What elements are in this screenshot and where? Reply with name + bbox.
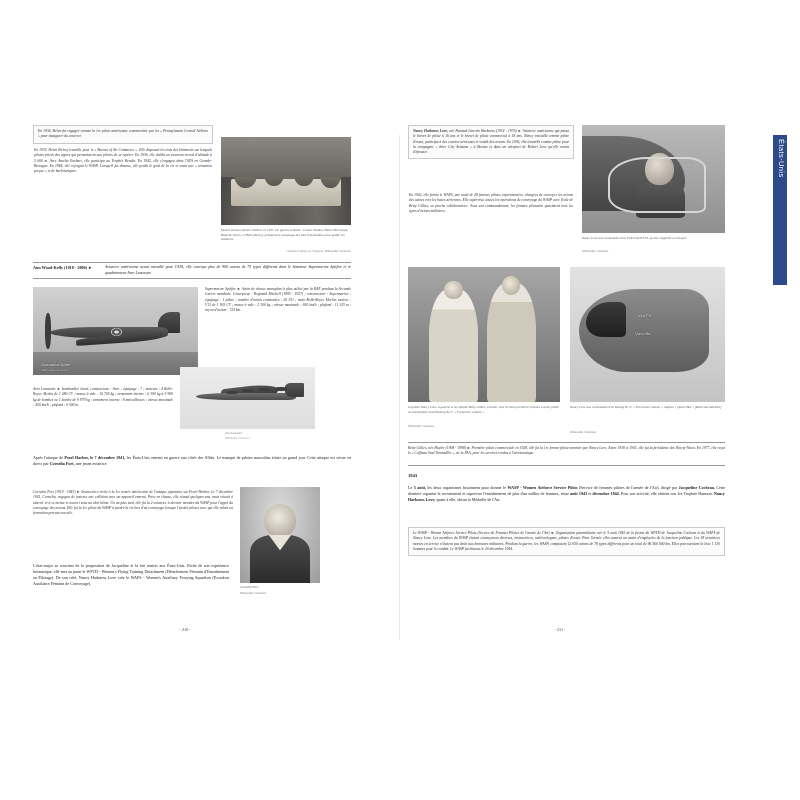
paragraph-pearl-harbor-pre: Après l'attaque de [33,455,65,460]
caption-love-and-gillies: La pilote Nancy Love, à gauche et la copilote Betty Gillies, à droite, sont les deux premières femmes à avoir piloté un bombardier lourd Boeing B-17, « Forteresse volante ». [408,405,559,414]
wasp-mid: les deux organismes fusionnent pour donner le [425,485,508,490]
caption-nancy-love-cockpit: Nancy Love aux commandes d'un Fairchild PT-19, qu'elle s'apprête à convoyer [582,236,687,240]
section-tab-etats-unis [773,135,787,285]
wasp-end: Cette dernière organise le recrutement et supervise l'entraînement de plus d'un millier de femmes, entre [408,485,726,496]
heading-ann-wood-kelly-name: Ann Wood-Kelly (1918 - 2006) ► [33,265,93,270]
right-page [400,115,775,660]
box-cornelia-fort: Cornelia Fort (1919 - 1943) ► Instructrice civile à la 1re armée américaine de l'attaque japonaise sur Pearl Harbor. Le 7 décembre 1941, Cornelia, engagea de justesse une collision avec un appareil ennemi. Prise en chasse, elle réussit quelques-uns, mais réussit à atterrir et à se mettre à couvert sous un abri béton. Un an plus tard, elle fut la 2 aviatrice à devenir membre du WASP pour l'appel du convoyage des avions. Elle fut la 1re pilote du WASP à perdre la vie lors d'un convoyage lorsque l'un des pilotes avec qui elle volait est formation percuta son aile. [33,490,233,515]
photo-b17-queen-bee [570,267,725,402]
year-heading-1943: 1943 [408,473,418,478]
photo-nancy-love-cockpit [582,125,725,233]
photo-label-lancaster: Avro Lancaster [225,431,243,435]
paragraph-pearl-harbor-end: une jeune aviatrice. [74,460,108,466]
page-number-right: - 211 - [554,627,566,632]
wasp-acronym: WASP - Women Airforce Service Pilots [507,485,578,490]
book-spread [0,115,800,660]
divider-betty-gillies-top [408,442,725,443]
photo-label-spitfire: Supermarine Spitfire [41,363,71,368]
credit-four-women-pilots: Courtesy Library of Congress, Wikimedia Commons [286,249,351,253]
spec-avro-lancaster: Avro Lancaster ► bombardier lourd, constructeur : Avro ; équipage : 7 ; moteurs : 4 Rolls-Royce Merlin de 1 280 CV ; masse à vide : 16 705 kg ; armement interne : 6 300 kg à 9 900 kg de bombes ou 1 bombe de 9 979 kg ; armement externe : 8 mitrailleuses ; vitesse maximale : 450 km/h ; plafond : 6 500 m. [33,387,173,407]
photo-credit-lancaster: Wikimedia Commons [225,436,250,440]
credit-love-and-gillies: Wikimedia Commons [408,424,435,428]
paragraph-helen-richey: En 1935, Helen Richey travaille pour le « Bureau of Air Commerce ». Elle disposait les tests des bâtiments sur lesquels pilotes privés des signes qui permettaient aux pilotes de se repérer. En 1936, elle établit un nouveau record d'altitude à 5 600 m. Avec Amelia Earhart, elle participa au Trophée Bendix. En 1942, elle s'engagea dans l'ATA en Grande-Bretagne. En 1944, elle rejoignit le WASP. Lorsqu'il fut dissous, elle perdit le goût de la vie et avait une « sensation perçue » et de barbituriques. [34,148,212,173]
divider-ann-wood-bottom [33,278,351,279]
paragraph-pearl-harbor [33,455,351,467]
credit-b17-queen-bee: Wikimedia Commons [570,430,597,434]
heading-nancy-harkness-love: Nancy Harkness Love, [413,129,448,133]
credit-nancy-love-cockpit: Wikimedia Commons [582,249,609,253]
wasp-nancy-love: Nancy Harkness Love, [408,490,725,502]
wasp-and: et [587,490,593,496]
boxed-helen-richey-intro: En 1934, Helen fut engagée comme la 1re pilote américaine commerciale par les « Pennsylvania Central Airlines » pour inaugurer du courrier. [33,125,213,144]
paragraph-pearl-harbor-post: les États-Unis entrent en guerre aux côtés des Alliés. Le manque de pilotes masculins éclate au grand jour. Cette attaque est vécue en direct par [33,455,351,466]
wasp-post: (Service de femmes pilotes de l'armée de l'Air), dirigé par [577,485,679,490]
paragraph-wafs-formation: En 1942, elle forma le WAFS, une unité de 28 femmes pilotes expérimentées, chargées de convoyer les avions des usines vers les bases aériennes. Elle supervisa, toutes les opérations de convoyage du WASP avec Teale de Betty Gillies, sa proche collaboratrice. Sous son commandement, les femmes pilotaient quasiment tous les types d'avions militaires. [409,193,573,213]
spec-supermarine-spitfire: Supermarine Spitfire ► Avion de chasse monoplan le plus utilisé par la RAF pendant la Seconde Guerre mondiale. Concepteur : Reginald Mitchell (1895 - 1937) ; constructeur : Supermarine ; équipage : 1 pilote ; nombre d'unités construites : 20 351 ; moto-Rolls-Royce Merlin, moteur : V12 de 1 565 CV ; masse à vide : 2 300 kg ; vitesse maximale : 650 km/h ; plafond : 11 125 m ; rayon d'action : 724 km. [205,287,351,312]
nose-art-wafs-text: WAFS [638,312,652,318]
caption-four-women-pilots: Quatre femmes pilotes célèbres en 1937. De gauche à droite : Louise Thaden, Helen McCloskey, Blanche Noyes, et Helen Richey, préparent le marquage des toits d'immeubles pour guider les aviateurs. [221,228,349,242]
heading-ann-wood-kelly [33,265,103,271]
wasp-jacqueline-cochran: Jacqueline Cochran. [678,485,715,490]
paragraph-pearl-harbor-date: Pearl Harbor, le 7 décembre 1941, [64,455,126,460]
paragraph-wftd-wafs: L'état-major se souvient de la proposition de Jacqueline et la fait rentrer aux États-Unis. Riche de son expérience britannique, elle met au point le WFTD - Women's Flying Training Detachment (Détachement Féminin d'Entraînement au Pilotage). De son côté, Nancy Harkness Love crée le WAFS - Women's Auxiliary Ferrying Squadron (Escadron Auxiliaire Féminin de Convoyage). [33,563,229,586]
wasp-tail: Pour son activité, elle obtient son 1re Trophée Harmon. [619,490,714,496]
text-ann-wood-kelly: Aviatrice américaine ayant travaillé pour l'ATA, elle convoya plus de 900 avions de 75 types différents dont le bimoteur Supermarine Spitfire et le quadrimoteur Avro Lancaster. [105,265,351,275]
box-betty-gillies: Betty Gillies, née Huyler (1908 - 1998) ► Première pilote commerciale en 1928, elle fut la 1re femme pilote nommée par Nancy Love. Entre 1939 et 1941, elle fut la présidente des Ninety-Nines. En 1977, elle reçut le « Coffman Soul Timandller », de la FAA, pour les services rendus à l'aéronautique. [408,446,725,456]
wasp-end-date: décembre 1944. [592,490,620,496]
photo-avro-lancaster [180,367,315,429]
photo-cornelia-fort [240,487,320,583]
wasp-start-date: août 1943 [570,490,588,496]
photo-supermarine-spitfire [33,287,198,375]
nose-art-queen-bee-text: Queen Bee [635,331,651,336]
left-page [25,115,400,660]
photo-love-and-gillies [408,267,560,402]
box-wasp-definition: Le WASP - Women Airforce Service Pilots (Service de Femmes Pilotes de l'armée de l'Air) ► Organisation paramilitaire née le 5 août 1943 de la fusion du WFTD de Jacqueline Cochran et du WAFS de Nancy Love. Les membres du WASP étaient convoyeuses diverses, instructrices, météorologues, pilotes d'essai. Pour l'armée elles avaient un statut d'employées de la fonction publique. Les 38 aviatrices mortes en service n'étaient pas droit aux honneurs militaires. Pendant la guerre, les WASP, comptaient 12 650 avions de 78 types différents pour un total de 96 560 000 km. Elles parcouraient la liste 1 130 hommes pour le combat. Le WASP fut dissous le 20 décembre 1944. [408,527,725,556]
box-nancy-harkness-love [408,125,574,159]
divider-betty-gillies-bottom [408,465,725,466]
page-number-left: - 210 - [179,627,191,632]
text-nancy-harkness-love: née Hannah Lincoln Harkness (1914 - 1976) ► Aviatrice américaine qui passa le brevet de pilote à 16 ans et le brevet de pilote commercial à 18 ans. Nancy travailla comme pilote d'essai, participa à des courses aériennes et vendit des avions. En 1936, elle travailla comme pilote pour la compagnie « Inter City Aviation » à Boston et dans un aéroport de Robert Love qu'elle venait d'épouser. [413,129,570,154]
section-tab-label: États-Unis [777,139,786,178]
divider-ann-wood [33,262,351,263]
paragraph-wasp-creation [408,485,725,503]
wasp-pre: Le [408,485,414,490]
photo-credit-spitfire: Wikimedia Commons [41,368,68,373]
photo-four-women-pilots [221,137,351,225]
caption-cornelia-fort: Cornelia Fort [240,585,259,589]
wasp-date: 5 août, [413,485,426,490]
wasp-tail2: quant à elle, obtint la Médaille de l'Air. [435,496,501,502]
credit-cornelia-fort: Wikimedia Commons [240,591,267,595]
caption-b17-queen-bee: Nancy Love aux commandes d'un Boeing B-17, « Forteresse volante », baptisé « Queen Bee » [Reine des Abeilles] [570,405,722,409]
paragraph-pearl-harbor-name: Cornelia Fort, [49,460,75,466]
